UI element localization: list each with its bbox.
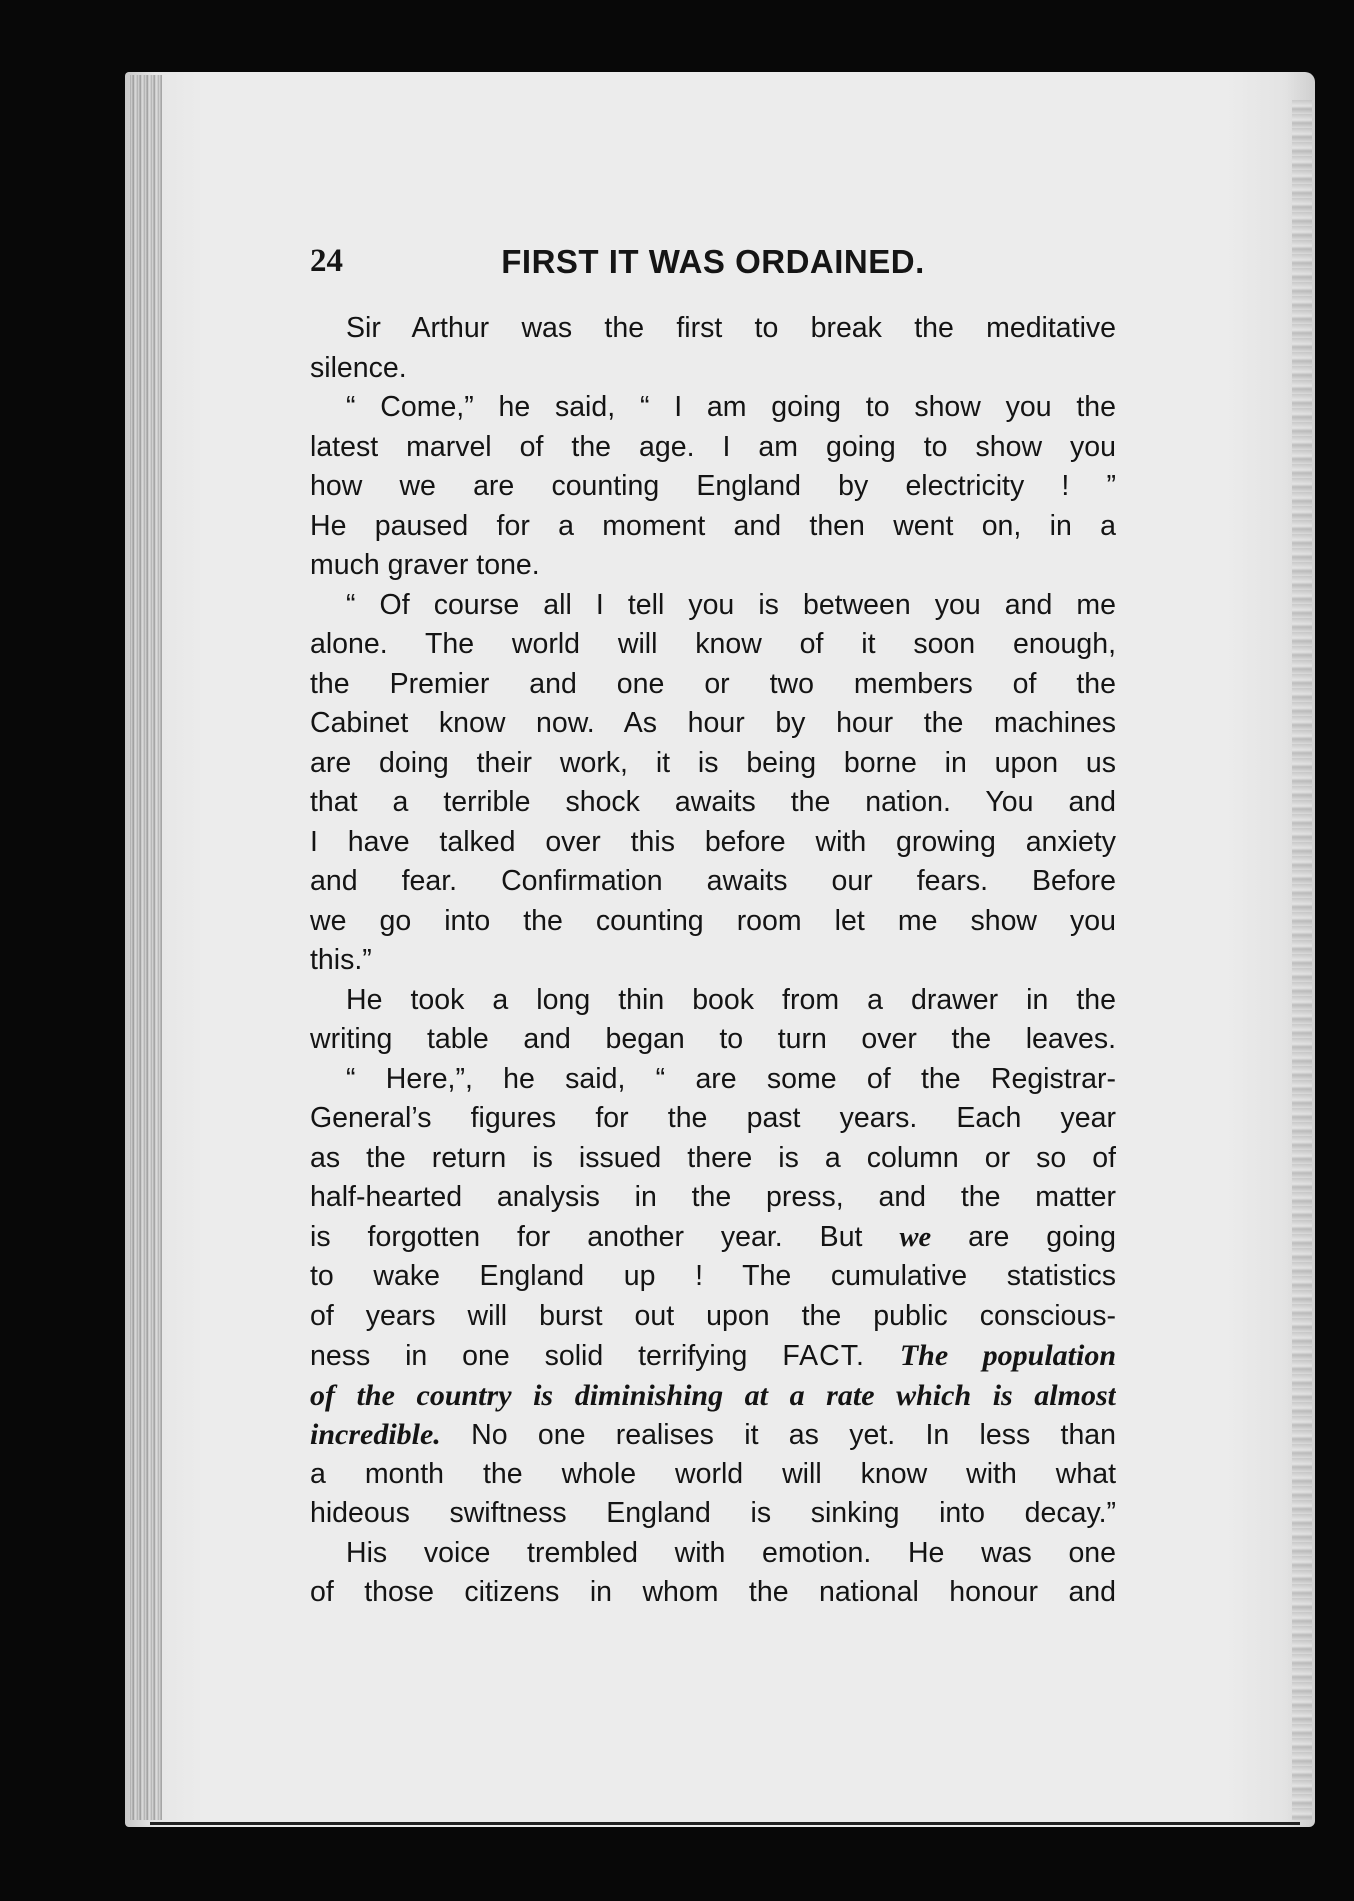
- text-run: is forgotten for another year. But: [310, 1220, 863, 1253]
- text-line: of years will burst out upon the public conscious-: [310, 1299, 1116, 1332]
- text-line: as the return is issued there is a column or so of: [310, 1141, 1116, 1174]
- text-line-mixed: [310, 1336, 1116, 1376]
- text-line: that a terrible shock awaits the nation. You and: [310, 786, 1116, 818]
- page-number: 24: [310, 243, 343, 279]
- text-line: General’s figures for the past years. Each year: [310, 1102, 1116, 1134]
- page-bottom-edge: [150, 1822, 1300, 1825]
- small-caps-text: FACT.: [782, 1340, 865, 1372]
- page-fore-edge: [1292, 100, 1312, 1820]
- text-line: I have talked over this before with growing anxiety: [310, 825, 1116, 858]
- text-line: to wake England up ! The cumulative statistics: [310, 1260, 1116, 1292]
- text-line: we go into the counting room let me show you: [310, 904, 1116, 937]
- page-header: [310, 243, 1116, 291]
- text-line: “ Come,” he said, “ I am going to show you the: [346, 391, 1116, 423]
- emphasis-line: of the country is diminishing at a rate which is almost: [310, 1378, 1116, 1412]
- text-run: ness in one solid terrifying: [310, 1340, 748, 1372]
- text-line: His voice trembled with emotion. He was one: [346, 1536, 1116, 1569]
- text-line: and fear. Confirmation awaits our fears. Before: [310, 865, 1116, 897]
- text-line: how we are counting England by electricity ! ”: [310, 470, 1116, 502]
- text-line: a month the whole world will know with what: [310, 1457, 1116, 1490]
- text-line: half-hearted analysis in the press, and the matter: [310, 1181, 1116, 1213]
- text-run: No one realises it as yet. In less than: [471, 1419, 1116, 1451]
- emphasis-text: we: [899, 1221, 932, 1253]
- text-line-mixed: [310, 1218, 1116, 1258]
- text-line: of those citizens in whom the national honour and: [310, 1576, 1116, 1608]
- text-line: latest marvel of the age. I am going to show you: [310, 430, 1116, 463]
- text-line: hideous swiftness England is sinking into decay.”: [310, 1497, 1116, 1529]
- body-text: [310, 309, 1116, 1613]
- text-line: this.”: [310, 944, 372, 976]
- text-line: writing table and began to turn over the leaves.: [310, 1023, 1116, 1055]
- text-line: much graver tone.: [310, 549, 540, 581]
- emphasis-text: The population: [899, 1339, 1116, 1372]
- text-line: “ Here,”, he said, “ are some of the Registrar-: [346, 1062, 1116, 1095]
- running-head: FIRST IT WAS ORDAINED.: [501, 243, 925, 280]
- text-line: are doing their work, it is being borne in upon us: [310, 746, 1116, 779]
- text-line: Sir Arthur was the first to break the meditative: [346, 312, 1116, 344]
- text-line: “ Of course all I tell you is between you and me: [346, 588, 1116, 621]
- page-binding-edge: [130, 75, 162, 1820]
- text-line: Cabinet know now. As hour by hour the machines: [310, 707, 1116, 739]
- text-line: He paused for a moment and then went on, in a: [310, 509, 1116, 542]
- text-line: silence.: [310, 351, 407, 384]
- text-line-mixed: [310, 1415, 1116, 1455]
- text-run: are going: [968, 1220, 1116, 1253]
- text-line: He took a long thin book from a drawer in the: [346, 983, 1116, 1016]
- emphasis-text: incredible.: [310, 1418, 441, 1451]
- text-line: alone. The world will know of it soon enough,: [310, 628, 1116, 660]
- text-line: the Premier and one or two members of the: [310, 667, 1116, 700]
